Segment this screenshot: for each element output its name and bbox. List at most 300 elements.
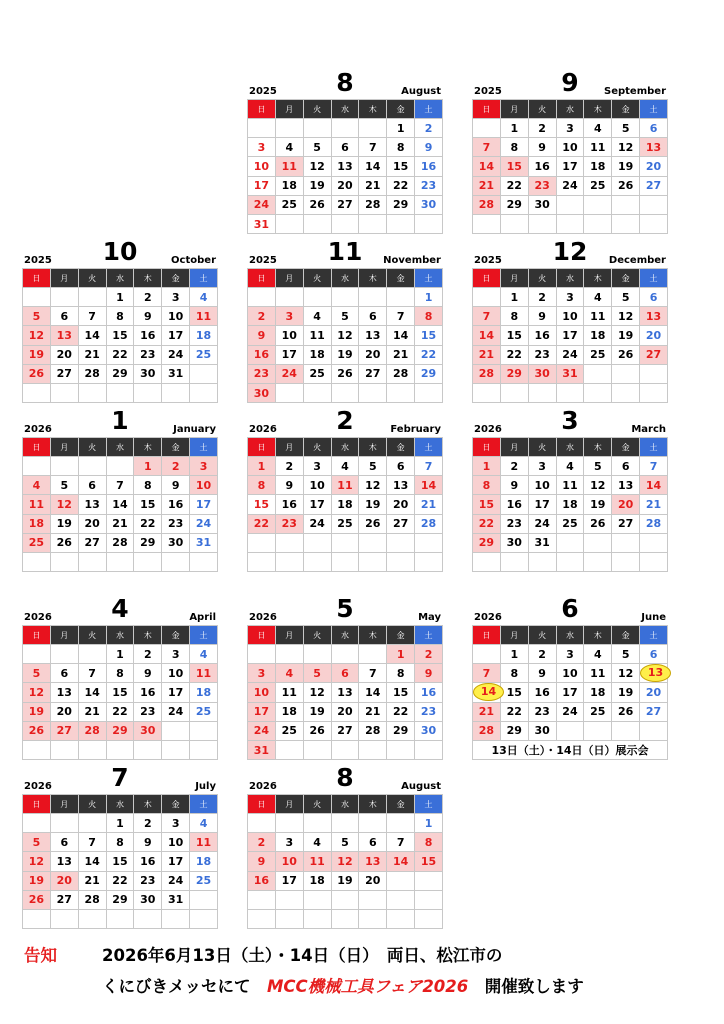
empty-cell <box>248 814 276 833</box>
day-cell: 21 <box>78 871 106 890</box>
day-cell: 12 <box>23 852 51 871</box>
weekday-header: 月 <box>500 100 528 119</box>
weekday-header: 火 <box>78 438 106 457</box>
day-cell: 28 <box>78 364 106 383</box>
day-cell: 16 <box>528 683 556 702</box>
day-cell: 7 <box>359 664 387 683</box>
day-cell: 8 <box>415 833 443 852</box>
day-cell: 23 <box>528 702 556 721</box>
day-cell: 23 <box>134 702 162 721</box>
empty-cell <box>640 195 668 214</box>
weekday-header: 火 <box>303 626 331 645</box>
weekday-header: 水 <box>106 626 134 645</box>
day-cell: 1 <box>387 119 415 138</box>
weekday-header: 金 <box>387 438 415 457</box>
day-cell: 29 <box>106 721 134 740</box>
weekday-header: 日 <box>248 438 276 457</box>
empty-cell <box>359 909 387 928</box>
day-cell: 6 <box>359 833 387 852</box>
day-cell: 17 <box>162 852 190 871</box>
weekday-header: 金 <box>162 269 190 288</box>
empty-cell <box>23 814 51 833</box>
day-cell: 9 <box>275 476 303 495</box>
day-cell: 12 <box>303 683 331 702</box>
day-cell: 25 <box>275 195 303 214</box>
day-cell: 5 <box>50 476 78 495</box>
month-table <box>472 625 668 760</box>
day-cell: 5 <box>359 457 387 476</box>
day-cell: 10 <box>275 852 303 871</box>
day-cell: 13 <box>331 157 359 176</box>
day-cell: 26 <box>23 890 51 909</box>
day-cell: 15 <box>500 683 528 702</box>
empty-cell <box>387 533 415 552</box>
day-cell: 1 <box>248 457 276 476</box>
day-cell: 10 <box>556 307 584 326</box>
weekday-header: 木 <box>134 795 162 814</box>
month-header <box>22 237 218 268</box>
day-cell: 28 <box>415 514 443 533</box>
day-cell: 3 <box>162 645 190 664</box>
day-cell: 11 <box>190 664 218 683</box>
day-cell: 6 <box>640 288 668 307</box>
day-cell: 19 <box>23 345 51 364</box>
day-cell: 30 <box>134 364 162 383</box>
day-cell: 4 <box>303 307 331 326</box>
empty-cell <box>50 457 78 476</box>
weekday-header: 木 <box>584 438 612 457</box>
day-cell: 19 <box>331 345 359 364</box>
day-cell: 26 <box>612 176 640 195</box>
empty-cell <box>556 533 584 552</box>
day-cell: 25 <box>23 533 51 552</box>
day-cell: 14 <box>78 852 106 871</box>
month-name: March <box>631 424 666 435</box>
day-cell: 18 <box>190 683 218 702</box>
day-cell: 7 <box>387 307 415 326</box>
empty-cell <box>248 909 276 928</box>
month-table <box>247 268 443 403</box>
empty-cell <box>640 533 668 552</box>
empty-cell <box>23 645 51 664</box>
day-cell: 16 <box>415 157 443 176</box>
day-cell: 12 <box>303 157 331 176</box>
weekday-header: 日 <box>473 100 501 119</box>
month-2025-10 <box>22 237 218 403</box>
day-cell: 26 <box>303 195 331 214</box>
empty-cell <box>473 288 501 307</box>
day-cell: 6 <box>640 645 668 664</box>
empty-cell <box>500 383 528 402</box>
day-cell: 7 <box>106 476 134 495</box>
day-cell: 20 <box>359 345 387 364</box>
day-cell: 29 <box>106 364 134 383</box>
empty-cell <box>640 383 668 402</box>
month-number: 3 <box>561 406 579 435</box>
day-cell: 5 <box>23 833 51 852</box>
weekday-header: 金 <box>387 626 415 645</box>
weekday-header: 水 <box>331 795 359 814</box>
empty-cell <box>275 288 303 307</box>
day-cell: 15 <box>415 852 443 871</box>
day-cell: 16 <box>415 683 443 702</box>
day-cell: 6 <box>78 476 106 495</box>
empty-cell <box>106 740 134 759</box>
day-cell: 16 <box>134 326 162 345</box>
day-cell: 8 <box>106 307 134 326</box>
empty-cell <box>78 814 106 833</box>
day-cell: 20 <box>640 326 668 345</box>
day-cell: 20 <box>331 176 359 195</box>
day-cell: 10 <box>556 138 584 157</box>
day-cell: 11 <box>275 157 303 176</box>
month-year: 2026 <box>24 424 52 435</box>
weekday-header: 金 <box>387 269 415 288</box>
day-cell: 24 <box>556 176 584 195</box>
empty-cell <box>50 814 78 833</box>
day-cell: 20 <box>387 495 415 514</box>
day-cell: 25 <box>331 514 359 533</box>
day-cell: 10 <box>303 476 331 495</box>
day-cell: 19 <box>23 871 51 890</box>
empty-cell <box>190 890 218 909</box>
day-cell: 29 <box>387 195 415 214</box>
day-cell: 28 <box>473 721 501 740</box>
month-table <box>22 794 218 929</box>
day-cell: 7 <box>78 307 106 326</box>
weekday-header: 土 <box>190 626 218 645</box>
day-cell: 26 <box>23 364 51 383</box>
weekday-header: 金 <box>387 795 415 814</box>
month-2025-8 <box>247 68 443 234</box>
day-cell: 29 <box>387 721 415 740</box>
day-cell: 26 <box>612 702 640 721</box>
month-2026-6 <box>472 594 668 760</box>
day-cell: 30 <box>248 383 276 402</box>
day-cell: 22 <box>248 514 276 533</box>
month-number: 11 <box>327 237 363 266</box>
day-cell: 16 <box>528 326 556 345</box>
day-cell: 11 <box>331 476 359 495</box>
day-cell: 20 <box>50 345 78 364</box>
day-cell: 28 <box>387 364 415 383</box>
day-cell: 14 <box>106 495 134 514</box>
month-name: October <box>171 255 216 266</box>
day-cell: 23 <box>415 176 443 195</box>
empty-cell <box>303 814 331 833</box>
month-table <box>247 794 443 929</box>
weekday-header: 金 <box>162 795 190 814</box>
empty-cell <box>473 214 501 233</box>
weekday-header: 土 <box>640 626 668 645</box>
day-cell: 4 <box>331 457 359 476</box>
day-cell: 9 <box>248 852 276 871</box>
empty-cell <box>556 195 584 214</box>
day-cell: 16 <box>162 495 190 514</box>
day-cell: 15 <box>106 683 134 702</box>
day-cell: 17 <box>556 326 584 345</box>
day-cell: 27 <box>640 176 668 195</box>
day-cell: 21 <box>473 345 501 364</box>
empty-cell <box>359 814 387 833</box>
day-cell: 21 <box>78 702 106 721</box>
day-cell: 1 <box>415 814 443 833</box>
day-cell: 22 <box>500 176 528 195</box>
empty-cell <box>387 871 415 890</box>
day-cell: 18 <box>303 871 331 890</box>
empty-cell <box>331 645 359 664</box>
month-number: 4 <box>111 594 129 623</box>
empty-cell <box>584 533 612 552</box>
empty-cell <box>331 814 359 833</box>
day-cell: 21 <box>106 514 134 533</box>
empty-cell <box>190 721 218 740</box>
day-cell: 27 <box>612 514 640 533</box>
weekday-header: 水 <box>331 626 359 645</box>
empty-cell <box>612 214 640 233</box>
day-cell: 2 <box>500 457 528 476</box>
day-cell: 21 <box>78 345 106 364</box>
empty-cell <box>359 890 387 909</box>
weekday-header: 木 <box>359 795 387 814</box>
day-cell: 29 <box>415 364 443 383</box>
month-header <box>472 237 668 268</box>
day-cell: 2 <box>415 119 443 138</box>
day-cell: 1 <box>106 645 134 664</box>
day-cell: 10 <box>162 307 190 326</box>
weekday-header: 土 <box>640 100 668 119</box>
day-cell: 15 <box>473 495 501 514</box>
day-cell: 4 <box>275 138 303 157</box>
day-cell: 27 <box>50 364 78 383</box>
weekday-header: 日 <box>248 100 276 119</box>
month-table <box>247 625 443 760</box>
day-cell: 11 <box>584 664 612 683</box>
month-name: February <box>390 424 441 435</box>
weekday-header: 日 <box>23 795 51 814</box>
day-cell: 24 <box>275 364 303 383</box>
day-cell: 15 <box>134 495 162 514</box>
empty-cell <box>556 552 584 571</box>
day-cell: 15 <box>415 326 443 345</box>
day-cell: 7 <box>473 138 501 157</box>
day-cell: 29 <box>500 721 528 740</box>
empty-cell <box>473 552 501 571</box>
month-number: 7 <box>111 763 129 792</box>
day-cell: 8 <box>473 476 501 495</box>
day-cell: 1 <box>500 119 528 138</box>
weekday-header: 土 <box>415 269 443 288</box>
empty-cell <box>23 740 51 759</box>
day-cell: 11 <box>23 495 51 514</box>
day-cell: 5 <box>612 288 640 307</box>
empty-cell <box>612 364 640 383</box>
empty-cell <box>303 909 331 928</box>
weekday-header: 日 <box>23 626 51 645</box>
month-name: January <box>173 424 216 435</box>
empty-cell <box>190 383 218 402</box>
day-cell: 14 <box>387 326 415 345</box>
day-cell: 18 <box>275 702 303 721</box>
event-day-marker: 13 <box>640 664 671 682</box>
day-cell: 3 <box>162 288 190 307</box>
empty-cell <box>387 288 415 307</box>
empty-cell <box>275 552 303 571</box>
weekday-header: 金 <box>612 626 640 645</box>
month-2026-1 <box>22 406 218 572</box>
empty-cell <box>275 645 303 664</box>
month-year: 2026 <box>24 781 52 792</box>
day-cell: 9 <box>528 664 556 683</box>
day-cell: 10 <box>248 683 276 702</box>
day-cell: 10 <box>162 833 190 852</box>
day-cell: 16 <box>248 345 276 364</box>
empty-cell <box>415 533 443 552</box>
day-cell: 14 <box>359 683 387 702</box>
day-cell: 10 <box>248 157 276 176</box>
day-cell: 3 <box>275 307 303 326</box>
day-cell: 12 <box>584 476 612 495</box>
day-cell: 30 <box>528 721 556 740</box>
day-cell: 11 <box>303 326 331 345</box>
empty-cell <box>78 552 106 571</box>
empty-cell <box>78 288 106 307</box>
day-cell: 9 <box>162 476 190 495</box>
day-cell: 3 <box>248 664 276 683</box>
weekday-header: 水 <box>556 100 584 119</box>
day-cell: 21 <box>359 702 387 721</box>
empty-cell <box>106 909 134 928</box>
day-cell: 9 <box>248 326 276 345</box>
month-number: 8 <box>336 763 354 792</box>
weekday-header: 水 <box>556 269 584 288</box>
month-header <box>472 406 668 437</box>
weekday-header: 金 <box>387 100 415 119</box>
day-cell: 15 <box>106 326 134 345</box>
day-cell: 22 <box>415 345 443 364</box>
weekday-header: 土 <box>190 269 218 288</box>
empty-cell <box>106 383 134 402</box>
day-cell: 10 <box>528 476 556 495</box>
day-cell: 21 <box>359 176 387 195</box>
weekday-header: 水 <box>106 269 134 288</box>
day-cell <box>640 664 668 683</box>
day-cell: 4 <box>584 119 612 138</box>
empty-cell <box>584 383 612 402</box>
day-cell: 7 <box>473 307 501 326</box>
empty-cell <box>473 119 501 138</box>
weekday-header: 日 <box>248 269 276 288</box>
month-year: 2026 <box>24 612 52 623</box>
day-cell: 29 <box>473 533 501 552</box>
empty-cell <box>387 814 415 833</box>
day-cell: 24 <box>162 871 190 890</box>
empty-cell <box>23 552 51 571</box>
empty-cell <box>303 552 331 571</box>
day-cell: 31 <box>162 364 190 383</box>
month-year: 2025 <box>249 255 277 266</box>
day-cell: 22 <box>134 514 162 533</box>
empty-cell <box>23 457 51 476</box>
day-cell: 3 <box>190 457 218 476</box>
weekday-header: 金 <box>612 438 640 457</box>
empty-cell <box>359 552 387 571</box>
empty-cell <box>528 383 556 402</box>
day-cell: 11 <box>556 476 584 495</box>
day-cell: 13 <box>331 683 359 702</box>
day-cell: 6 <box>331 138 359 157</box>
empty-cell <box>248 119 276 138</box>
day-cell: 19 <box>303 176 331 195</box>
day-cell: 26 <box>612 345 640 364</box>
day-cell: 24 <box>528 514 556 533</box>
empty-cell <box>23 383 51 402</box>
day-cell: 3 <box>556 288 584 307</box>
day-cell: 26 <box>584 514 612 533</box>
day-cell: 11 <box>190 833 218 852</box>
empty-cell <box>331 909 359 928</box>
empty-cell <box>106 457 134 476</box>
weekday-header: 水 <box>331 100 359 119</box>
empty-cell <box>275 383 303 402</box>
day-cell: 15 <box>387 683 415 702</box>
day-cell: 23 <box>528 176 556 195</box>
day-cell: 3 <box>556 645 584 664</box>
empty-cell <box>331 890 359 909</box>
day-cell: 30 <box>415 721 443 740</box>
notice-venue: くにびきメッセにて <box>102 977 267 996</box>
day-cell: 26 <box>23 721 51 740</box>
day-cell: 19 <box>359 495 387 514</box>
day-cell: 31 <box>528 533 556 552</box>
day-cell: 18 <box>556 495 584 514</box>
weekday-header: 火 <box>78 795 106 814</box>
day-cell <box>473 683 501 702</box>
notice-text-1: 2026年6月13日（土）・14日（日） 両日、松江市の <box>102 946 503 965</box>
weekday-header: 金 <box>612 100 640 119</box>
day-cell: 24 <box>162 345 190 364</box>
empty-cell <box>303 119 331 138</box>
day-cell: 11 <box>584 307 612 326</box>
empty-cell <box>248 533 276 552</box>
empty-cell <box>78 909 106 928</box>
weekday-header: 金 <box>162 626 190 645</box>
month-2026-5 <box>247 594 443 760</box>
empty-cell <box>584 195 612 214</box>
empty-cell <box>162 552 190 571</box>
month-number: 1 <box>111 406 129 435</box>
day-cell: 17 <box>275 871 303 890</box>
day-cell: 12 <box>331 326 359 345</box>
day-cell: 10 <box>190 476 218 495</box>
day-cell: 7 <box>387 833 415 852</box>
day-cell: 18 <box>584 683 612 702</box>
month-2026-3 <box>472 406 668 572</box>
month-name: June <box>641 612 666 623</box>
weekday-header: 木 <box>584 626 612 645</box>
empty-cell <box>78 740 106 759</box>
day-cell: 29 <box>106 890 134 909</box>
day-cell: 26 <box>331 364 359 383</box>
day-cell: 20 <box>640 157 668 176</box>
day-cell: 3 <box>528 457 556 476</box>
day-cell: 27 <box>50 890 78 909</box>
day-cell: 15 <box>500 157 528 176</box>
weekday-header: 木 <box>359 269 387 288</box>
day-cell: 7 <box>473 664 501 683</box>
empty-cell <box>473 645 501 664</box>
day-cell: 27 <box>50 721 78 740</box>
